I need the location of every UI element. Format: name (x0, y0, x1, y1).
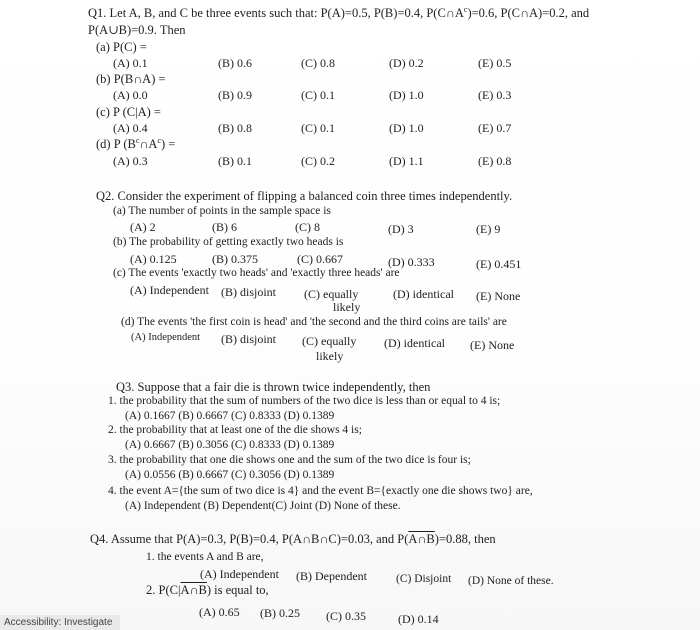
q4-item-1: 1. the events A and B are, (146, 551, 264, 563)
q1-c-option-a: (A) 0.4 (113, 121, 148, 135)
q1-b-option-e: (E) 0.3 (478, 88, 512, 102)
q1-a-option-e: (E) 0.5 (478, 56, 512, 70)
q4-item-1-option-d: (D) None of these. (468, 575, 554, 587)
q2-a-option-c: (C) 8 (295, 220, 320, 234)
q3-item-4: 4. the event A={the sum of two dice is 4} and the event B={exactly one die shows two} are, (108, 485, 533, 497)
q2-d-likely: likely (316, 349, 344, 363)
q2-c-option-e: (E) None (476, 289, 521, 303)
q1-d-option-c: (C) 0.2 (301, 154, 335, 168)
q3-item-1: 1. the probability that the sum of numbers of the two dice is less than or equal to 4 is; (108, 395, 501, 407)
q2-c-option-c: (C) equally (304, 287, 359, 301)
q2-a-option-a: (A) 2 (130, 220, 156, 234)
q1-d-option-e: (E) 0.8 (478, 154, 512, 168)
q2-c-label: (c) The events 'exactly two heads' and 'exactly three heads' are (113, 267, 400, 279)
q1-d-label-2: ∩A (139, 137, 158, 151)
q1-d-label-3: ) = (161, 137, 176, 151)
q1-b-option-b: (B) 0.9 (218, 88, 252, 102)
q4-item-1-option-b: (B) Dependent (296, 569, 367, 583)
q2-d-option-c: (C) equally (302, 334, 357, 348)
q4-intro-text-1: Q4. Assume that P(A)=0.3, P(B)=0.4, P(A∩B∩C)=0.03, and P( (90, 532, 409, 546)
q1-d-label (96, 138, 175, 151)
q4-item-2-option-c: (C) 0.35 (326, 609, 366, 623)
q2-b-option-c: (C) 0.667 (297, 252, 343, 266)
q2-d-label: (d) The events 'the first coin is head' and 'the second and the third coins are tails' are (121, 316, 507, 328)
q1-c-option-b: (B) 0.8 (218, 121, 252, 135)
q4-item-2-option-d: (D) 0.14 (398, 612, 439, 626)
q3-item-3: 3. the probability that one die shows one and the sum of the two dice is four is; (108, 454, 471, 466)
q1-d-label-1: (d) P (B (96, 137, 136, 151)
q4-item-2-text-1: 2. P(C| (146, 583, 181, 597)
q4-intro-complement: A∩B (408, 532, 435, 546)
q2-b-option-a: (A) 0.125 (130, 252, 177, 266)
q1-c-label: (c) P (C|A) = (96, 105, 161, 119)
q2-d-option-d: (D) identical (384, 336, 445, 350)
q4-item-1-option-a: (A) Independent (200, 567, 279, 581)
q1-b-label: (b) P(B∩A) = (96, 72, 166, 86)
q2-d-option-b: (B) disjoint (221, 332, 277, 346)
q4-item-2-text-2: ) is equal to, (206, 583, 269, 597)
q4-item-2-option-a: (A) 0.65 (199, 605, 240, 619)
q4-item-2-option-b: (B) 0.25 (260, 606, 300, 620)
q1-d-option-a: (A) 0.3 (113, 154, 148, 168)
q1-a-option-a: (A) 0.1 (113, 56, 148, 70)
q1-a-option-b: (B) 0.6 (218, 56, 252, 70)
q2-a-label: (a) The number of points in the sample space is (113, 205, 331, 217)
q2-a-option-d: (D) 3 (388, 222, 414, 236)
q2-a-option-b: (B) 6 (212, 220, 237, 234)
q1-d-option-d: (D) 1.1 (389, 154, 424, 168)
q2-b-option-e: (E) 0.451 (476, 257, 522, 271)
q4-intro-text-2: )=0.88, then (434, 532, 496, 546)
q3-item-3-options: (A) 0.0556 (B) 0.6667 (C) 0.3056 (D) 0.1389 (125, 469, 335, 481)
q2-c-option-d: (D) identical (393, 287, 454, 301)
q1-a-label: (a) P(C) = (96, 40, 147, 54)
q1-b-option-c: (C) 0.1 (301, 88, 335, 102)
q4-item-2 (146, 584, 269, 597)
q3-item-2: 2. the probability that at least one of the die shows 4 is; (108, 424, 362, 436)
q4-intro (90, 533, 496, 546)
q2-intro: Q2. Consider the experiment of flipping a balanced coin three times independently. (96, 189, 513, 203)
q2-c-option-b: (B) disjoint (221, 285, 277, 299)
q1-intro-text-1: Q1. Let A, B, and C be three events such that: P(A)=0.5, P(B)=0.4, P(C∩A (88, 6, 464, 20)
q2-d-option-e: (E) None (470, 338, 515, 352)
q1-b-option-a: (A) 0.0 (113, 88, 148, 102)
q4-item-2-complement: A∩B (180, 583, 207, 597)
q1-intro-sup: c (463, 5, 468, 14)
q3-item-1-options: (A) 0.1667 (B) 0.6667 (C) 0.8333 (D) 0.1389 (125, 410, 335, 422)
q3-item-2-options: (A) 0.6667 (B) 0.3056 (C) 0.8333 (D) 0.1389 (125, 439, 335, 451)
accessibility-status[interactable]: Accessibility: Investigate (0, 615, 120, 630)
q2-d-option-a: (A) Independent (131, 332, 201, 343)
q3-intro: Q3. Suppose that a fair die is thrown twice independently, then (116, 380, 431, 394)
q1-c-option-d: (D) 1.0 (389, 121, 424, 135)
q1-d-option-b: (B) 0.1 (218, 154, 252, 168)
q4-item-1-option-c: (C) Disjoint (396, 573, 452, 585)
q1-c-option-e: (E) 0.7 (478, 121, 512, 135)
q1-intro-text-2: )=0.6, P(C∩A)=0.2, and (467, 6, 590, 20)
q2-a-option-e: (E) 9 (476, 222, 501, 236)
q1-a-option-c: (C) 0.8 (301, 56, 335, 70)
q2-c-option-a: (A) Independent (130, 283, 209, 297)
q1-d-sup-1: c (135, 136, 140, 145)
q2-b-option-b: (B) 0.375 (212, 252, 258, 266)
q1-intro-line2: P(A∪B)=0.9. Then (88, 23, 186, 37)
q3-item-4-options: (A) Independent (B) Dependent(C) Joint (D) None of these. (125, 500, 401, 512)
q1-c-option-c: (C) 0.1 (301, 121, 335, 135)
q1-b-option-d: (D) 1.0 (389, 88, 424, 102)
q2-b-option-d: (D) 0.333 (388, 255, 435, 269)
q1-intro (88, 7, 589, 20)
q1-d-sup-2: c (157, 136, 162, 145)
q2-c-likely: likely (333, 300, 361, 314)
q1-a-option-d: (D) 0.2 (389, 56, 424, 70)
q2-b-label: (b) The probability of getting exactly two heads is (113, 236, 344, 248)
